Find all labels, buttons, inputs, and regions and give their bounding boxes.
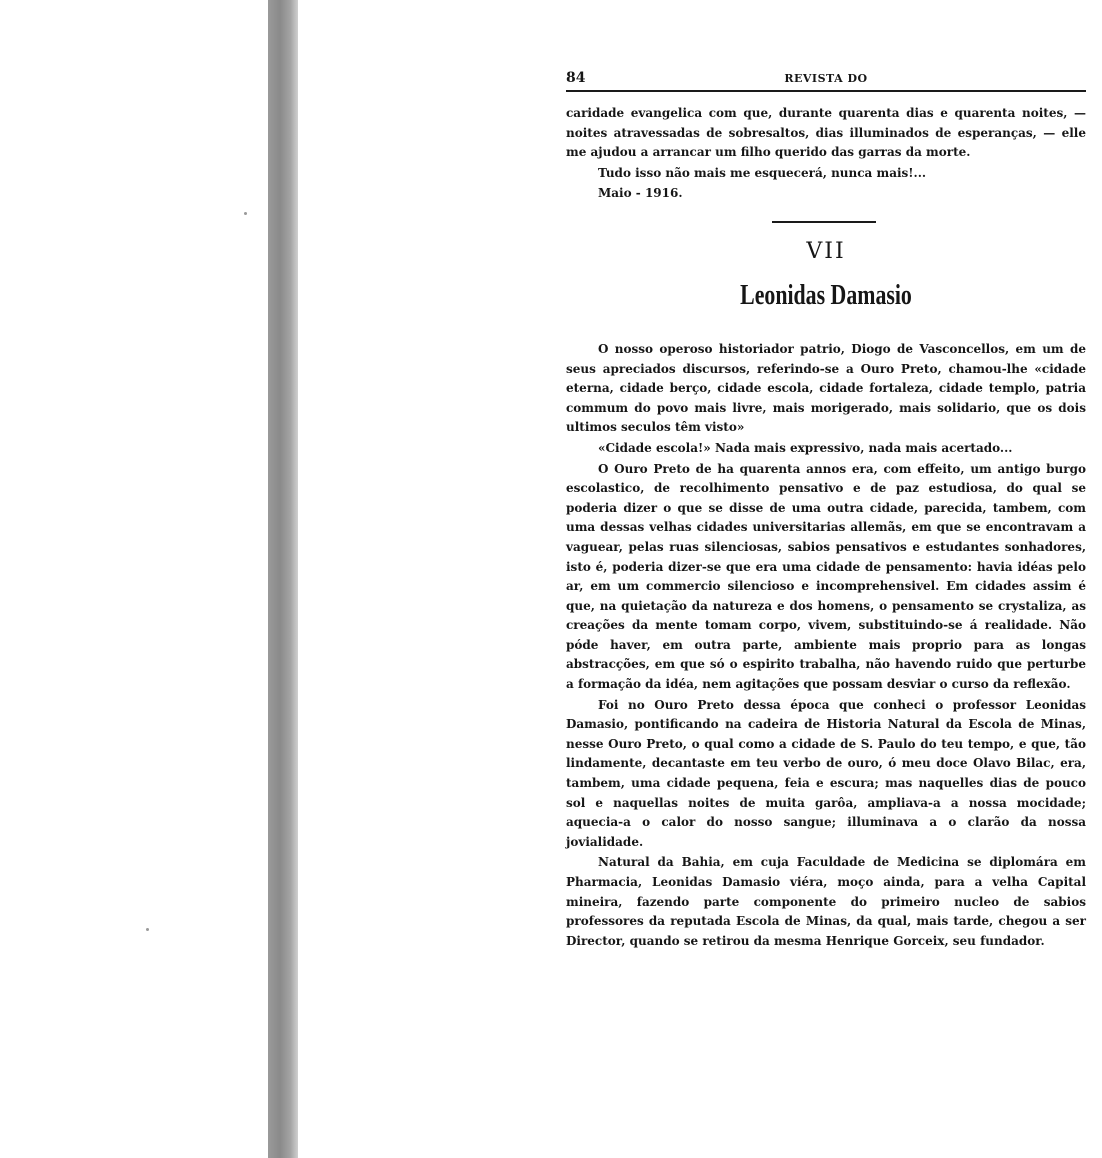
paper-speck — [244, 212, 247, 215]
paragraph-1: O nosso operoso historiador patrio, Diogo de Vasconcellos, em um de seus apreciados discursos, referindo-se a Ouro Preto, chamou-lhe «cidade eterna, cidade berço, cidade escola, cidade fortaleza, cidade templo, patria commum do povo mais livre, mais morigerado, mais solidario, que os dois ultimos seculos têm visto» — [566, 341, 1086, 435]
chapter-title: Leonidas Damasio — [740, 279, 912, 311]
continued-paragraph: caridade evangelica com que, durante quarenta dias e quarenta noites, — noites atravessadas de sobresaltos, dias illuminados de esperanças, — elle me ajudou a arrancar um filho querido das garras da morte. — [566, 106, 1086, 160]
paper-speck — [146, 928, 149, 931]
date-line: Maio - 1916. — [598, 186, 683, 201]
section-divider — [772, 221, 876, 223]
running-head-title: REVISTA DO — [784, 72, 868, 85]
page-number: 84 — [566, 70, 586, 86]
paragraph-5: Natural da Bahia, em cuja Faculdade de Medicina se diplomára em Pharmacia, Leonidas Damasio viéra, moço ainda, para a velha Capital mineira, fazendo parte componente do primeiro nucleo de sabios professores da reputada Escola de Minas, da qual, mais tarde, chegou a ser Director, quando se retirou da mesma Henrique Gorceix, seu fundador. — [566, 855, 1086, 948]
running-head — [566, 66, 1086, 92]
closing-line: Tudo isso não mais me esquecerá, nunca mais!... — [598, 165, 927, 180]
book-page — [566, 66, 1086, 951]
paragraph-3: O Ouro Preto de ha quarenta annos era, com effeito, um antigo burgo escolastico, de recolhimento pensativo e de paz estudiosa, do qual se poderia dizer o que se disse de uma outra cidade, parecida, tambem, com uma dessas velhas cidades universitarias allemãs, em que se encontravam a vaguear, pelas ruas silenciosas, sabios pensativos e estudantes sonhadores, isto é, poderia dizer-se que era uma cidade de pensamento: havia idéas pelo ar, em um commercio silencioso e incomprehensivel. Em cidades assim é que, na quietação da natureza e dos homens, o pensamento se crystaliza, as creações da mente tomam corpo, vivem, substituindo-se á realidade. Não póde haver, em outra parte, ambiente mais proprio para as longas abstracções, em que só o espirito trabalha, não havendo ruido que perturbe a formação da idéa, nem agitações que possam desviar o curso da reflexão. — [566, 461, 1086, 692]
paragraph-4: Foi no Ouro Preto dessa época que conheci o professor Leonidas Damasio, pontificando na cadeira de Historia Natural da Escola de Minas, nesse Ouro Preto, o qual como a cidade de S. Paulo do teu tempo, e que, tão lindamente, decantaste em teu verbo de ouro, ó meu doce Olavo Bilac, era, tambem, uma cidade pequena, feia e escura; mas naquelles dias de pouco sol e naquellas noites de muita garôa, ampliava-a a nossa mocidade; aquecia-a o calor do nosso sangue; illuminava a o clarão da nossa jovialidade. — [566, 697, 1086, 849]
paragraph-2: «Cidade escola!» Nada mais expressivo, nada mais acertado... — [598, 440, 1013, 455]
page-binding-gutter — [268, 0, 298, 1158]
chapter-number: VII — [806, 238, 846, 264]
